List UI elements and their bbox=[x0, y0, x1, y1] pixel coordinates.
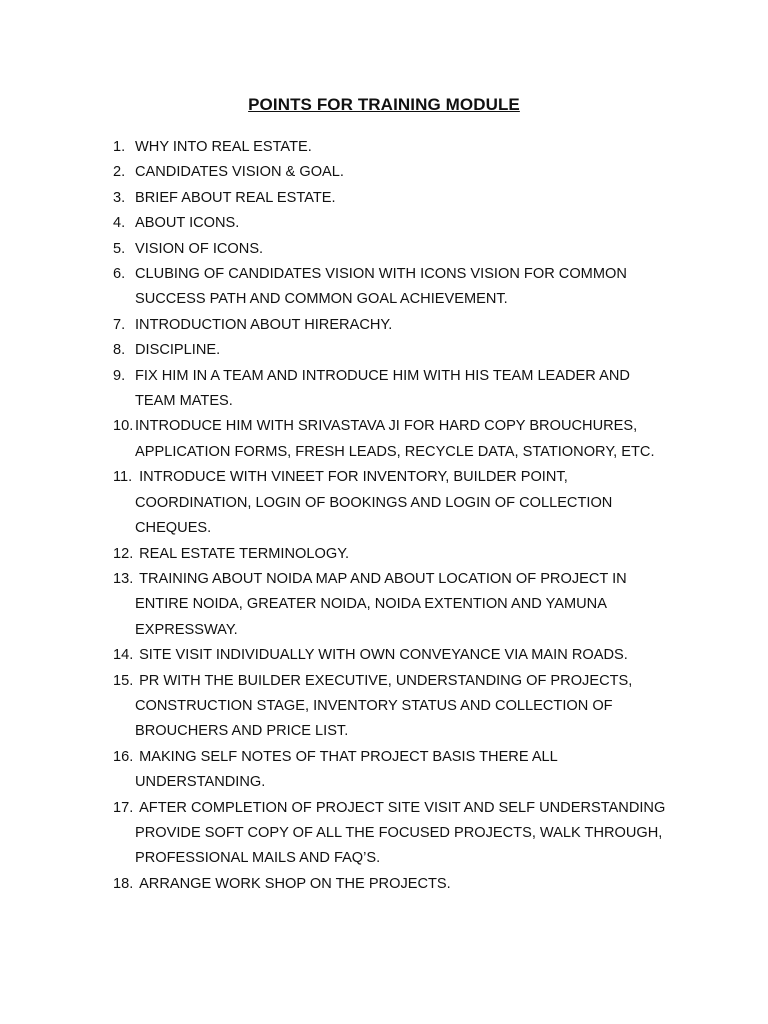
item-text: INTRODUCE WITH VINEET FOR INVENTORY, BUILDER POINT, COORDINATION, LOGIN OF BOOKINGS AND LOGIN OF COLLECTION CHEQUES. bbox=[135, 469, 613, 537]
item-number: 16. bbox=[113, 748, 134, 765]
item-text: INTRODUCTION ABOUT HIRERACHY. bbox=[135, 316, 393, 333]
item-text: DISCIPLINE. bbox=[135, 342, 221, 359]
item-number: 2. bbox=[113, 164, 126, 181]
item-text: INTRODUCE HIM WITH SRIVASTAVA JI FOR HARD COPY BROUCHURES, APPLICATION FORMS, FRESH LEADS, RECYCLE DATA, STATIONORY, ETC. bbox=[135, 418, 655, 460]
list-item bbox=[113, 465, 673, 541]
item-number: 4. bbox=[113, 215, 126, 232]
list-item bbox=[113, 211, 673, 236]
item-text: SITE VISIT INDIVIDUALLY WITH OWN CONVEYANCE VIA MAIN ROADS. bbox=[139, 647, 628, 664]
list-item bbox=[113, 872, 673, 897]
item-number: 10. bbox=[113, 418, 134, 435]
list-item bbox=[113, 643, 673, 668]
item-number: 11. bbox=[113, 469, 133, 486]
item-text: CANDIDATES VISION & GOAL. bbox=[135, 164, 344, 181]
item-number: 7. bbox=[113, 316, 126, 333]
item-number: 14. bbox=[113, 647, 134, 664]
item-text: AFTER COMPLETION OF PROJECT SITE VISIT AND SELF UNDERSTANDING PROVIDE SOFT COPY OF ALL THE FOCUSED PROJECTS, WALK THROUGH, PROFESSIONAL MAILS AND FAQ’S. bbox=[135, 799, 666, 867]
item-number: 15. bbox=[113, 672, 134, 689]
item-text: VISION OF ICONS. bbox=[135, 240, 264, 257]
item-number: 9. bbox=[113, 367, 126, 384]
list-item bbox=[113, 313, 673, 338]
item-text: WHY INTO REAL ESTATE. bbox=[135, 139, 312, 155]
item-text: PR WITH THE BUILDER EXECUTIVE, UNDERSTANDING OF PROJECTS, CONSTRUCTION STAGE, INVENTORY STATUS AND COLLECTION OF BROUCHERS AND PRICE LIST. bbox=[135, 672, 633, 740]
item-text: ARRANGE WORK SHOP ON THE PROJECTS. bbox=[139, 875, 451, 892]
item-text: FIX HIM IN A TEAM AND INTRODUCE HIM WITH HIS TEAM LEADER AND TEAM MATES. bbox=[135, 367, 630, 410]
list-item bbox=[113, 796, 673, 872]
list-item bbox=[113, 338, 673, 363]
item-number: 1. bbox=[113, 139, 126, 155]
list-item bbox=[113, 262, 673, 313]
item-number: 12. bbox=[113, 545, 134, 562]
document-title: POINTS FOR TRAINING MODULE bbox=[248, 95, 520, 114]
item-number: 13. bbox=[113, 570, 134, 587]
list-item bbox=[113, 364, 673, 415]
item-text: BRIEF ABOUT REAL ESTATE. bbox=[135, 189, 336, 206]
item-text: ABOUT ICONS. bbox=[135, 215, 240, 232]
item-text: CLUBING OF CANDIDATES VISION WITH ICONS VISION FOR COMMON SUCCESS PATH AND COMMON GOAL ACHIEVEMENT. bbox=[135, 266, 627, 308]
list-item bbox=[113, 414, 673, 465]
item-text: MAKING SELF NOTES OF THAT PROJECT BASIS THERE ALL UNDERSTANDING. bbox=[135, 748, 558, 791]
item-number: 18. bbox=[113, 875, 134, 892]
item-number: 5. bbox=[113, 240, 126, 257]
list-item bbox=[113, 567, 673, 643]
item-text: TRAINING ABOUT NOIDA MAP AND ABOUT LOCATION OF PROJECT IN ENTIRE NOIDA, GREATER NOIDA, NOIDA EXTENTION AND YAMUNA EXPRESSWAY. bbox=[135, 570, 627, 638]
list-item bbox=[113, 135, 673, 160]
item-number: 8. bbox=[113, 342, 126, 359]
list-item bbox=[113, 186, 673, 211]
list-item bbox=[113, 745, 673, 796]
list-item bbox=[113, 669, 673, 745]
item-number: 17. bbox=[113, 799, 134, 816]
training-points-list bbox=[113, 135, 673, 897]
item-number: 6. bbox=[113, 266, 126, 283]
item-text: REAL ESTATE TERMINOLOGY. bbox=[139, 545, 350, 562]
list-item bbox=[113, 542, 673, 567]
list-item bbox=[113, 160, 673, 185]
item-number: 3. bbox=[113, 189, 126, 206]
list-item bbox=[113, 237, 673, 262]
